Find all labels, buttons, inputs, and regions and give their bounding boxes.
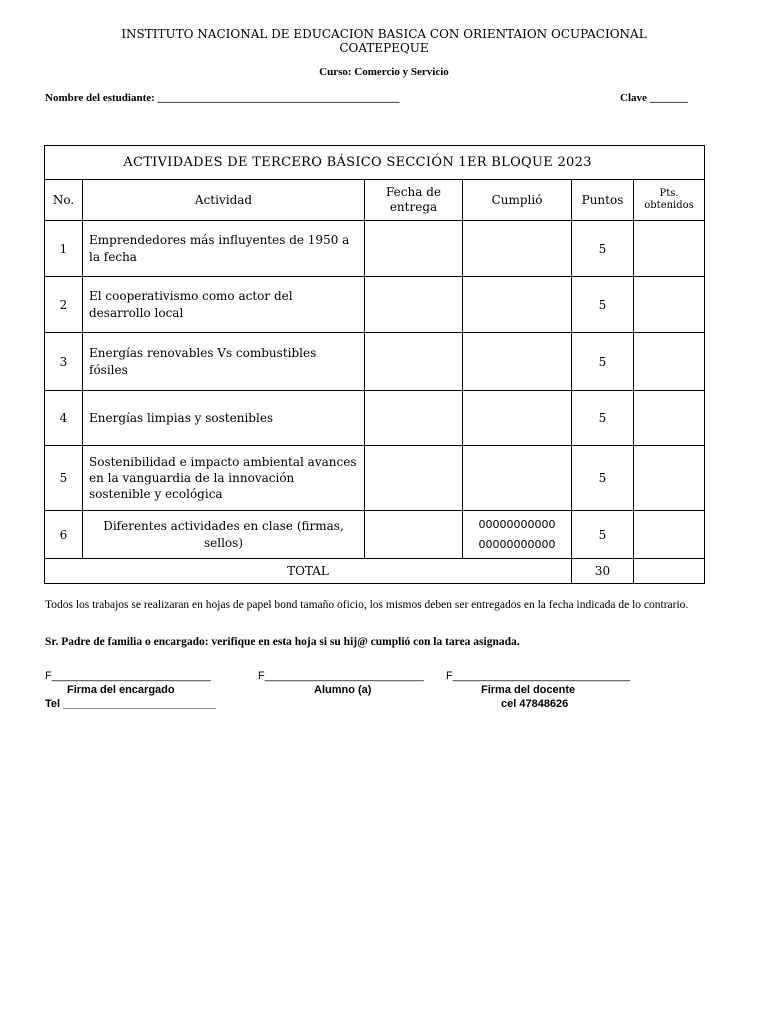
row-due-cell[interactable] [365, 391, 463, 446]
signature-label-student: Alumno (a) [314, 684, 372, 696]
row-activity: Energías limpias y sostenibles [83, 391, 365, 446]
col-header-due-date: Fecha de entrega [365, 180, 463, 221]
course-title: Curso: Comercio y Servicio [319, 66, 449, 78]
row-no: 6 [45, 511, 83, 559]
row-earned-cell[interactable] [634, 277, 705, 333]
row-no: 3 [45, 333, 83, 391]
row-activity: Energías renovables Vs combustibles fósiles [83, 333, 365, 391]
col-header-activity: Actividad [83, 180, 365, 221]
row-activity: Sostenibilidad e impacto ambiental avances en la vanguardia de la innovación sostenible y ecológica [83, 446, 365, 511]
row-no: 5 [45, 446, 83, 511]
row-earned-cell[interactable] [634, 221, 705, 277]
row-activity: El cooperativismo como actor del desarrollo local [83, 277, 365, 333]
institution-city: COATEPEQUE [339, 41, 429, 55]
col-header-earned: Pts. obtenidos [634, 180, 705, 221]
row-activity: Emprendedores más influyentes de 1950 a la fecha [83, 221, 365, 277]
row-activity: Diferentes actividades en clase (firmas, sellos) [83, 511, 365, 559]
row-done-cell[interactable] [463, 391, 572, 446]
signature-label-guardian: Firma del encargado [67, 684, 175, 696]
table-header-row [45, 180, 705, 221]
row-due-cell[interactable] [365, 333, 463, 391]
row-no: 4 [45, 391, 83, 446]
teacher-phone: cel 47848626 [501, 698, 569, 710]
row-no: 2 [45, 277, 83, 333]
row-points: 5 [572, 333, 634, 391]
total-row [45, 559, 705, 584]
activities-table [44, 145, 705, 584]
row-earned-cell[interactable] [634, 446, 705, 511]
row-done-cell[interactable] [463, 333, 572, 391]
row-earned-cell[interactable] [634, 391, 705, 446]
total-points: 30 [572, 559, 634, 584]
signature-label-teacher: Firma del docente [481, 684, 576, 696]
table-row [45, 277, 705, 333]
table-row [45, 333, 705, 391]
table-title: ACTIVIDADES DE TERCERO BÁSICO SECCIÓN 1ER BLOQUE 2023 [45, 146, 705, 180]
institution-name: INSTITUTO NACIONAL DE EDUCACION BASICA CON ORIENTAION OCUPACIONAL [121, 27, 647, 41]
row-done-cell[interactable] [463, 277, 572, 333]
table-row [45, 391, 705, 446]
col-header-points: Puntos [572, 180, 634, 221]
row-no: 1 [45, 221, 83, 277]
row-earned-cell[interactable] [634, 511, 705, 559]
row-due-cell[interactable] [365, 511, 463, 559]
row-points: 5 [572, 446, 634, 511]
signature-line-student: F__________________________ [258, 670, 424, 682]
row-due-cell[interactable] [365, 446, 463, 511]
total-label: TOTAL [45, 559, 572, 584]
table-row [45, 446, 705, 511]
done-stamp-line-2: 00000000000 [478, 537, 556, 551]
parent-note: Sr. Padre de familia o encargado: verifique en esta hoja si su hij@ cumplió con la tarea asignada. [45, 636, 520, 648]
student-key-field: Clave _______ [620, 92, 689, 104]
signature-line-teacher: F_____________________________ [446, 670, 631, 682]
signature-line-guardian: F__________________________ [45, 670, 211, 682]
table-row [45, 511, 705, 559]
institution-header [0, 27, 768, 55]
row-points: 5 [572, 221, 634, 277]
student-name-field: Nombre del estudiante: ____________________________________________ [45, 92, 400, 104]
telephone-field: Tel _________________________ [45, 698, 217, 710]
row-done-cell[interactable] [463, 511, 572, 559]
row-points: 5 [572, 511, 634, 559]
total-earned-cell[interactable] [634, 559, 705, 584]
row-done-cell[interactable] [463, 221, 572, 277]
row-due-cell[interactable] [365, 277, 463, 333]
row-points: 5 [572, 277, 634, 333]
row-due-cell[interactable] [365, 221, 463, 277]
done-stamp-line-1: 00000000000 [478, 517, 556, 531]
instructions-note: Todos los trabajos se realizaran en hojas de papel bond tamaño oficio, los mismos deben ser entregados en la fecha indicada de lo contrario. [45, 599, 689, 611]
col-header-no: No. [45, 180, 83, 221]
row-earned-cell[interactable] [634, 333, 705, 391]
row-points: 5 [572, 391, 634, 446]
row-done-cell[interactable] [463, 446, 572, 511]
col-header-done: Cumplió [463, 180, 572, 221]
table-row [45, 221, 705, 277]
